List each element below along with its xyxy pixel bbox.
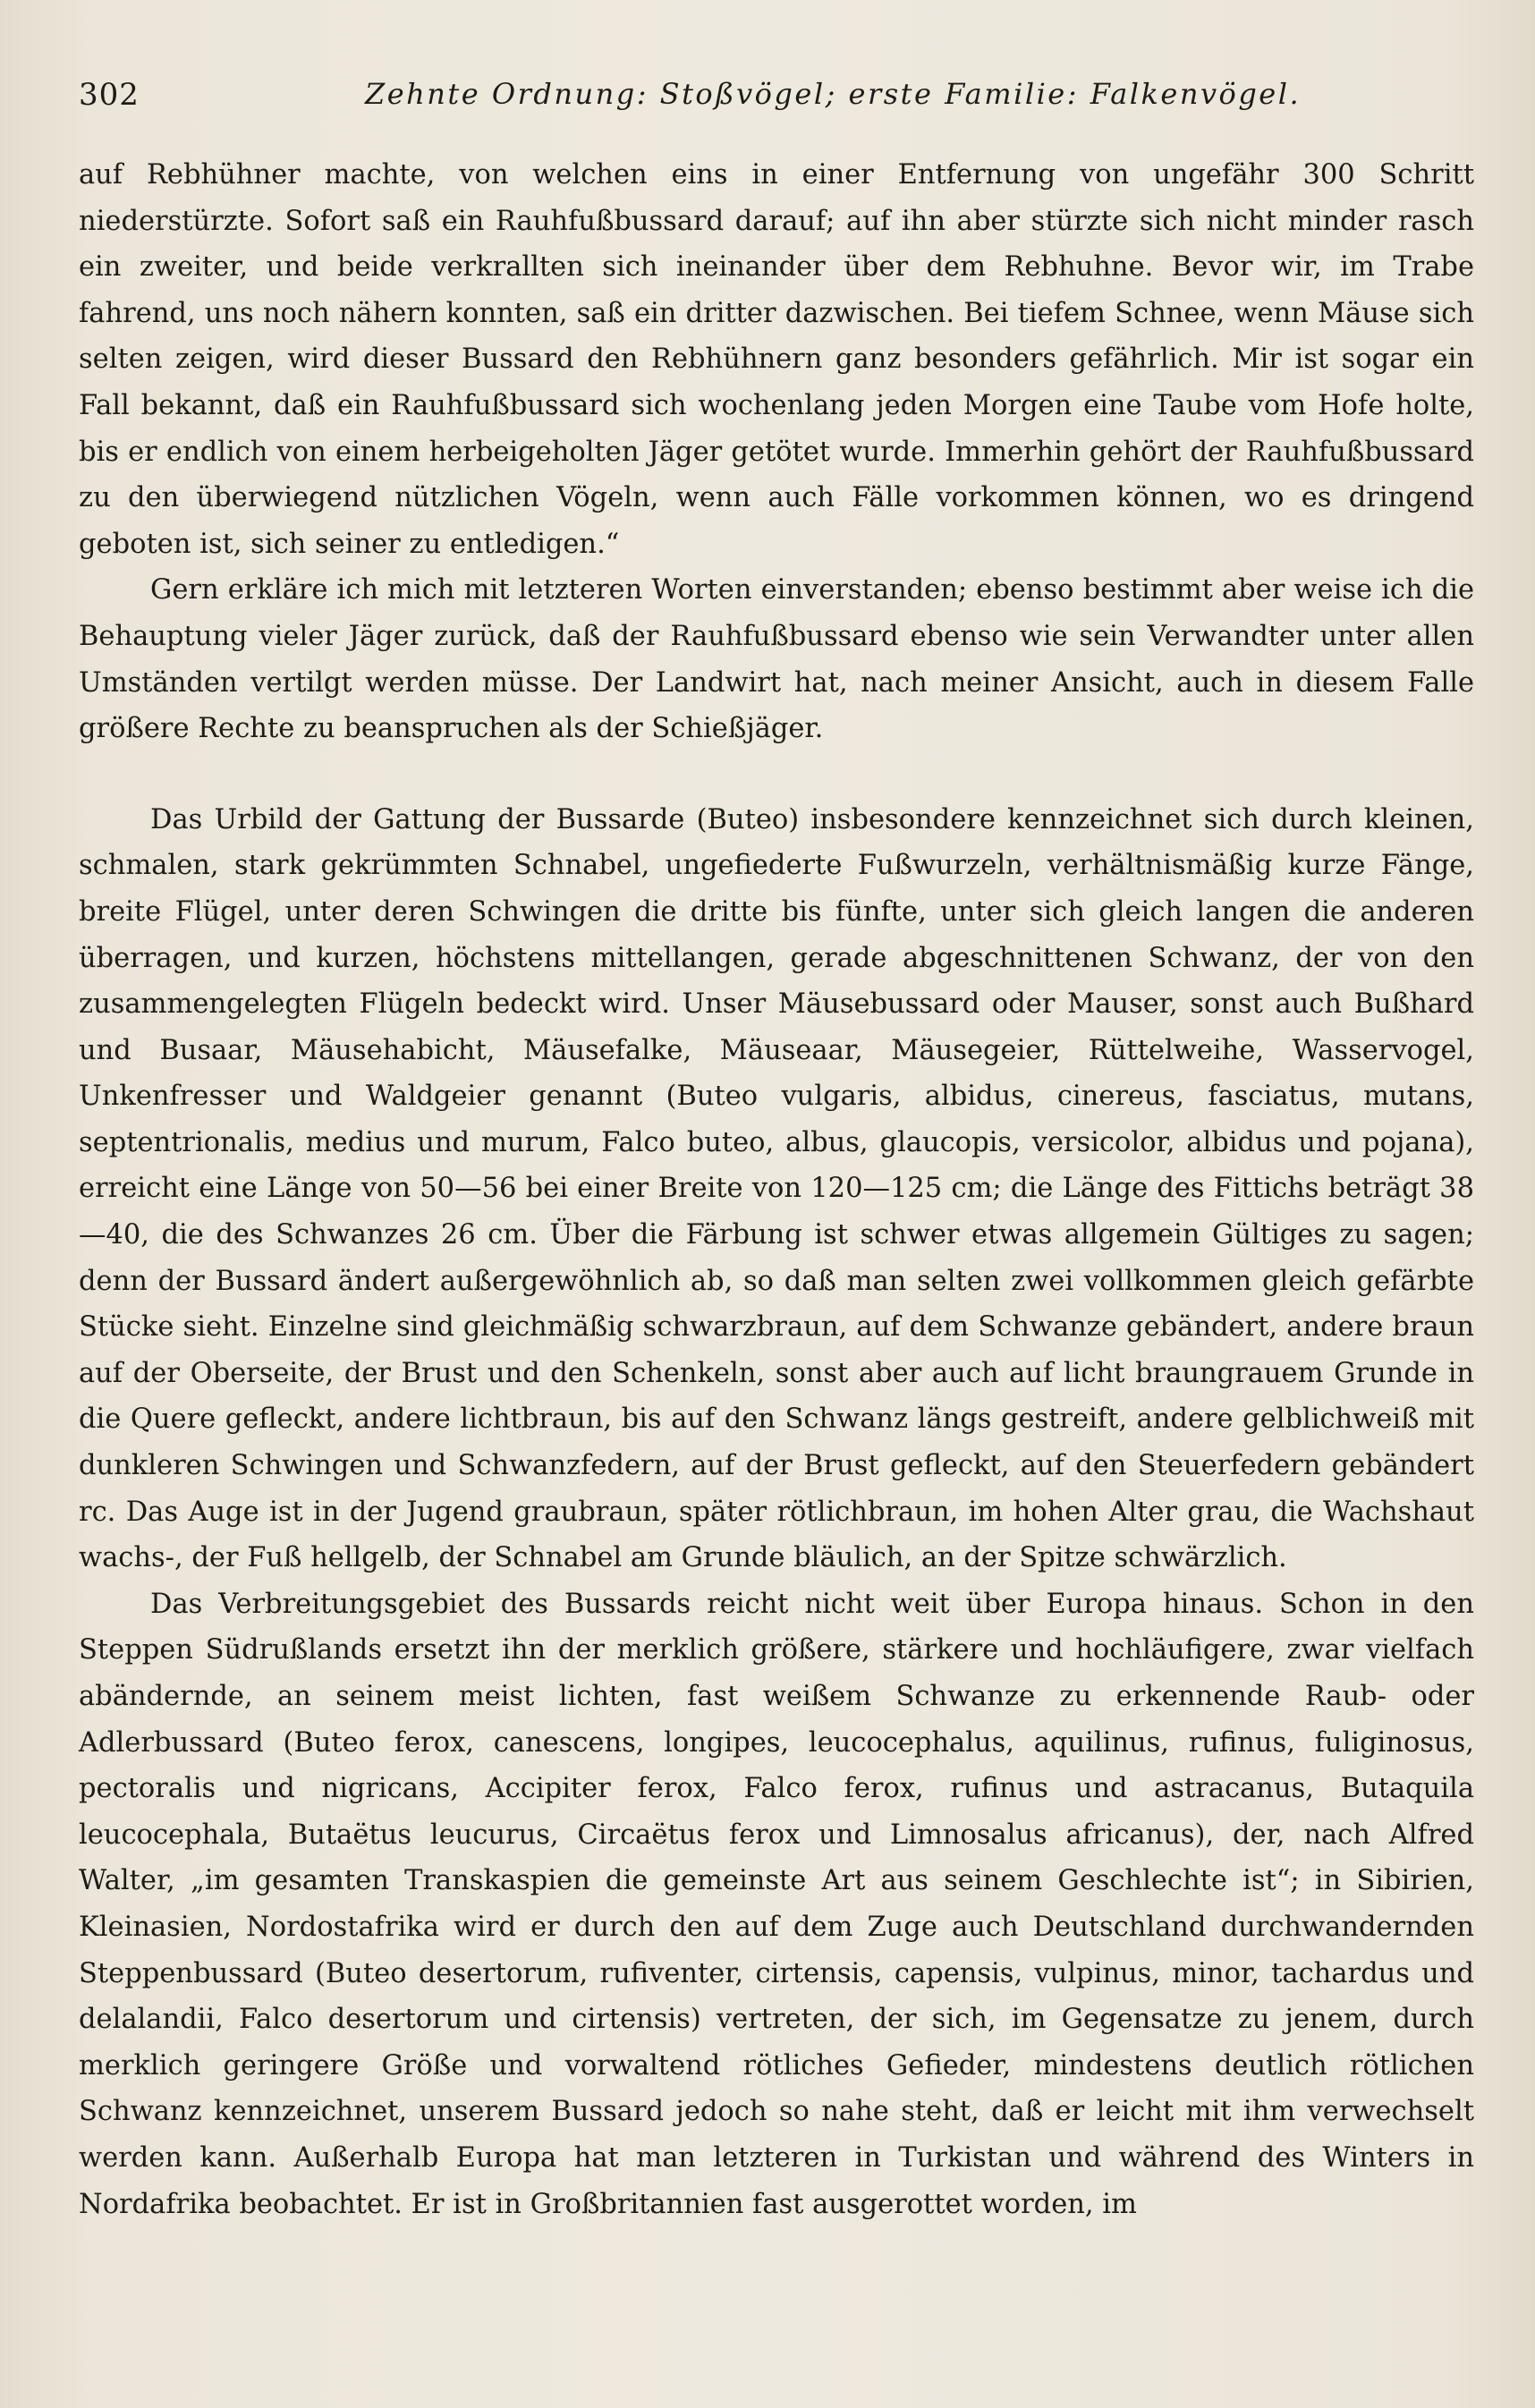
paragraph-continuation: auf Rebhühner machte, von welchen eins in einer Entfernung von ungefähr 300 Schritt niederstürzte. Sofort saß ein Rauhfußbussard darauf; auf ihn aber stürzte sich nicht minder rasch ein zweiter, und beide verkrallten sich ineinander über dem Rebhuhne. Bevor wir, im Trabe fahrend, uns noch nähern konnten, saß ein dritter dazwischen. Bei tiefem Schnee, wenn Mäuse sich selten zeigen, wird dieser Bussard den Rebhühnern ganz besonders gefährlich. Mir ist sogar ein Fall bekannt, daß ein Rauhfußbussard sich wochenlang jeden Morgen eine Taube vom Hofe holte, bis er endlich von einem herbeigeholten Jäger getötet wurde. Immerhin gehört der Rauhfußbussard zu den überwiegend nützlichen Vögeln, wenn auch Fälle vorkommen können, wo es dringend geboten ist, sich seiner zu entledigen.“: [79, 159, 1474, 560]
body-text: [79, 152, 1474, 2227]
running-head: Zehnte Ordnung: Stoßvögel; erste Familie: Falkenvögel.: [365, 77, 1302, 111]
page-number: 302: [79, 77, 140, 113]
paragraph: Das Verbreitungsgebiet des Bussards reicht nicht weit über Europa hinaus. Schon in den Steppen Südrußlands ersetzt ihn der merklich größere, stärkere und hochläufigere, zwar vielfach abändernde, an seinem meist lichten, fast weißem Schwanze zu erkennende Raub- oder Adlerbussard (Buteo ferox, canescens, longipes, leucocephalus, aquilinus, rufinus, fuliginosus, pectoralis und nigricans, Accipiter ferox, Falco ferox, rufinus und astracanus, Butaquila leucocephala, Butaëtus leucurus, Circaëtus ferox und Limnosalus africanus), der, nach Alfred Walter, „im gesamten Transkaspien die gemeinste Art aus seinem Geschlechte ist“; in Sibirien, Kleinasien, Nordostafrika wird er durch den auf dem Zuge auch Deutschland durchwandernden Steppenbussard (Buteo desertorum, rufiventer, cirtensis, capensis, vulpinus, minor, tachardus und delalandii, Falco desertorum und cirtensis) vertreten, der sich, im Gegensatze zu jenem, durch merklich geringere Größe und vorwaltend rötliches Gefieder, mindestens deutlich rötlichen Schwanz kennzeichnet, unserem Bussard jedoch so nahe steht, daß er leicht mit ihm verwechselt werden kann. Außerhalb Europa hat man letzteren in Turkistan und während des Winters in Nordafrika beobachtet. Er ist in Großbritannien fast ausgerottet worden, im: [79, 1588, 1474, 2220]
paragraph-section-start: Das Urbild der Gattung der Bussarde (Buteo) insbesondere kennzeichnet sich durch kleinen, schmalen, stark gekrümmten Schnabel, ungefiederte Fußwurzeln, verhältnismäßig kurze Fänge, breite Flügel, unter deren Schwingen die dritte bis fünfte, unter sich gleich langen die anderen überragen, und kurzen, höchstens mittellangen, gerade abgeschnittenen Schwanz, der von den zusammengelegten Flügeln bedeckt wird. Unser Mäusebussard oder Mauser, sonst auch Bußhard und Busaar, Mäusehabicht, Mäusefalke, Mäuseaar, Mäusegeier, Rüttelweihe, Wasservogel, Unkenfresser und Waldgeier genannt (Buteo vulgaris, albidus, cinereus, fasciatus, mutans, septentrionalis, medius und murum, Falco buteo, albus, glaucopis, versicolor, albidus und pojana), erreicht eine Länge von 50—56 bei einer Breite von 120—125 cm; die Länge des Fittichs beträgt 38—40, die des Schwanzes 26 cm. Über die Färbung ist schwer etwas allgemein Gültiges zu sagen; denn der Bussard ändert außergewöhnlich ab, so daß man selten zwei vollkommen gleich gefärbte Stücke sieht. Einzelne sind gleichmäßig schwarzbraun, auf dem Schwanze gebändert, andere braun auf der Oberseite, der Brust und den Schenkeln, sonst aber auch auf licht braungrauem Grunde in die Quere gefleckt, andere lichtbraun, bis auf den Schwanz längs gestreift, andere gelblichweiß mit dunkleren Schwingen und Schwanzfedern, auf der Brust gefleckt, auf den Steuerfedern gebändert rc. Das Auge ist in der Jugend graubraun, später rötlichbraun, im hohen Alter grau, die Wachshaut wachs-, der Fuß hellgelb, der Schnabel am Grunde bläulich, an der Spitze schwärzlich.: [79, 803, 1474, 1574]
paragraph: Gern erkläre ich mich mit letzteren Worten einverstanden; ebenso bestimmt aber weise ich die Behauptung vieler Jäger zurück, daß der Rauhfußbussard ebenso wie sein Verwandter unter allen Umständen vertilgt werden müsse. Der Landwirt hat, nach meiner Ansicht, auch in diesem Falle größere Rechte zu beanspruchen als der Schießjäger.: [79, 574, 1474, 745]
page-header: [79, 77, 1474, 131]
